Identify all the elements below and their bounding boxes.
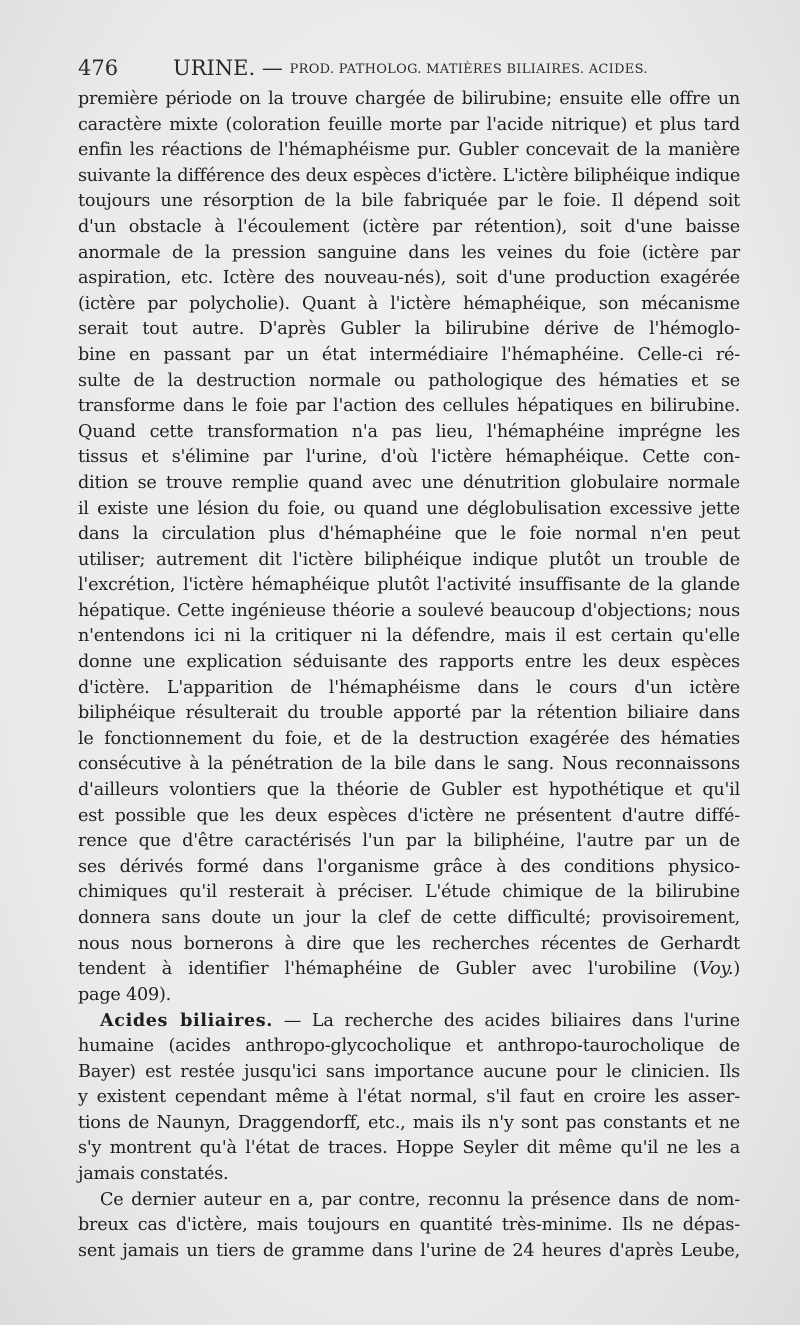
paragraph-acides-biliaires [78,1008,740,1187]
text-line: y existent cependant même à l'état normal, s'il faut en croire les asser- [78,1087,740,1108]
running-head-subtitle: PROD. PATHOLOG. MATIÈRES BILIAIRES. ACIDES. [289,62,648,77]
text-line: serait tout autre. D'après Gubler la bilirubine dérive de l'hémoglo- [78,319,740,340]
running-head-main: URINE. — [173,56,283,80]
section-dash: — [273,1011,312,1032]
text-line: dition se trouve remplie quand avec une dénutrition globulaire normale [78,472,740,493]
text-fragment: La recherche des acides biliaires dans l'urine [311,1011,740,1032]
text-line: hépatique. Cette ingénieuse théorie a soulevé beaucoup d'objections; nous [78,600,740,621]
text-line: est possible que les deux espèces d'ictère ne présentent d'autre diffé- [78,805,740,826]
text-line: n'entendons ici ni la critiquer ni la défendre, mais il est certain qu'elle [78,626,740,647]
text-line: tissus et s'élimine par l'urine, d'où l'ictère hémaphéique. Cette con- [78,447,740,468]
text-line: d'ailleurs volontiers que la théorie de Gubler est hypothétique et qu'il [78,780,740,801]
text-line: l'excrétion, l'ictère hémaphéique plutôt l'activité insuffisante de la glande [78,575,740,596]
text-line: donne une explication séduisante des rapports entre les deux espèces [78,652,740,673]
text-fragment: tendent à identifier l'hémaphéine de Gubler avec l'urobiline ( [78,959,700,980]
section-title: Acides biliaires. [100,1010,274,1032]
text-line: Bayer) est restée jusqu'ici sans importance aucune pour le clinicien. Ils [78,1061,740,1082]
text-line: caractère mixte (coloration feuille morte par l'acide nitrique) et plus tard [78,114,740,135]
text-line: transforme dans le foie par l'action des cellules hépatiques en bilirubine. [78,396,740,417]
text-line: s'y montrent qu'à l'état de traces. Hoppe Seyler dit même qu'il ne les a [78,1138,740,1159]
section-heading-line [78,1008,740,1034]
text-line: dans la circulation plus d'hémaphéine que le foie normal n'en peut [78,524,740,545]
text-line: utiliser; autrement dit l'ictère biliphéique indique plutôt un trouble de [78,549,740,570]
text-line: page 409). [78,984,172,1005]
text-line: d'un obstacle à l'écoulement (ictère par rétention), soit d'une baisse [78,216,740,237]
text-line: chimiques qu'il resterait à préciser. L'étude chimique de la bilirubine [78,882,740,903]
text-line: humaine (acides anthropo-glycocholique et anthropo-taurocholique de [78,1035,740,1056]
text-fragment: ) [733,959,740,980]
text-line-with-reference [78,957,740,983]
text-line: sent jamais un tiers de gramme dans l'urine de 24 heures d'après Leube, [78,1240,740,1261]
running-head [173,56,648,80]
text-line: première période on la trouve chargée de bilirubine; ensuite elle offre un [78,89,740,109]
text-line: anormale de la pression sanguine dans les veines du foie (ictère par [78,242,740,263]
page-header [78,56,738,86]
text-line: nous nous bornerons à dire que les recherches récentes de Gerhardt [78,933,740,954]
body-text [78,87,740,1264]
text-line: toujours une résorption de la bile fabriquée par le foie. Il dépend soit [78,191,740,212]
text-line: Quand cette transformation n'a pas lieu, l'hémaphéine imprégne les [78,421,740,442]
text-line: il existe une lésion du foie, ou quand une déglobulisation excessive jette [78,498,740,519]
text-line: d'ictère. L'apparition de l'hémaphéisme dans le cours d'un ictère [78,677,740,698]
text-line: sulte de la destruction normale ou pathologique des hématies et se [78,370,740,391]
text-line: suivante la différence des deux espèces d'ictère. L'ictère biliphéique indique [78,165,740,186]
text-line: consécutive à la pénétration de la bile dans le sang. Nous reconnaissons [78,754,740,775]
paragraph-ictere [78,87,740,1008]
text-line: bine en passant par un état intermédiaire l'hémaphéine. Celle-ci ré- [78,344,740,365]
text-line: Ce dernier auteur en a, par contre, reconnu la présence dans de nom- [100,1189,740,1210]
text-line: rence que d'être caractérisés l'un par la biliphéine, l'autre par un de [78,831,740,852]
page-number: 476 [78,56,119,80]
text-line: jamais constatés. [78,1163,229,1184]
text-line: breux cas d'ictère, mais toujours en quantité très-minime. Ils ne dépas- [78,1215,740,1236]
text-line: aspiration, etc. Ictère des nouveau-nés), soit d'une production exagérée [78,268,740,289]
text-line: le fonctionnement du foie, et de la destruction exagérée des hématies [78,728,740,749]
text-line: biliphéique résulterait du trouble apporté par la rétention biliaire dans [78,703,740,724]
text-line: donnera sans doute un jour la clef de cette difficulté; provisoirement, [78,908,740,928]
text-line: ses dérivés formé dans l'organisme grâce à des conditions physico- [78,856,740,877]
voy-reference: Voy. [699,959,734,980]
text-line: (ictère par polycholie). Quant à l'ictère hémaphéique, son mécanisme [78,293,740,314]
text-line: enfin les réactions de l'hémaphéisme pur. Gubler concevait de la manière [78,140,740,161]
paragraph-hoppe-seyler [78,1188,740,1265]
text-line: tions de Naunyn, Draggendorff, etc., mais ils n'y sont pas constants et ne [78,1112,740,1133]
